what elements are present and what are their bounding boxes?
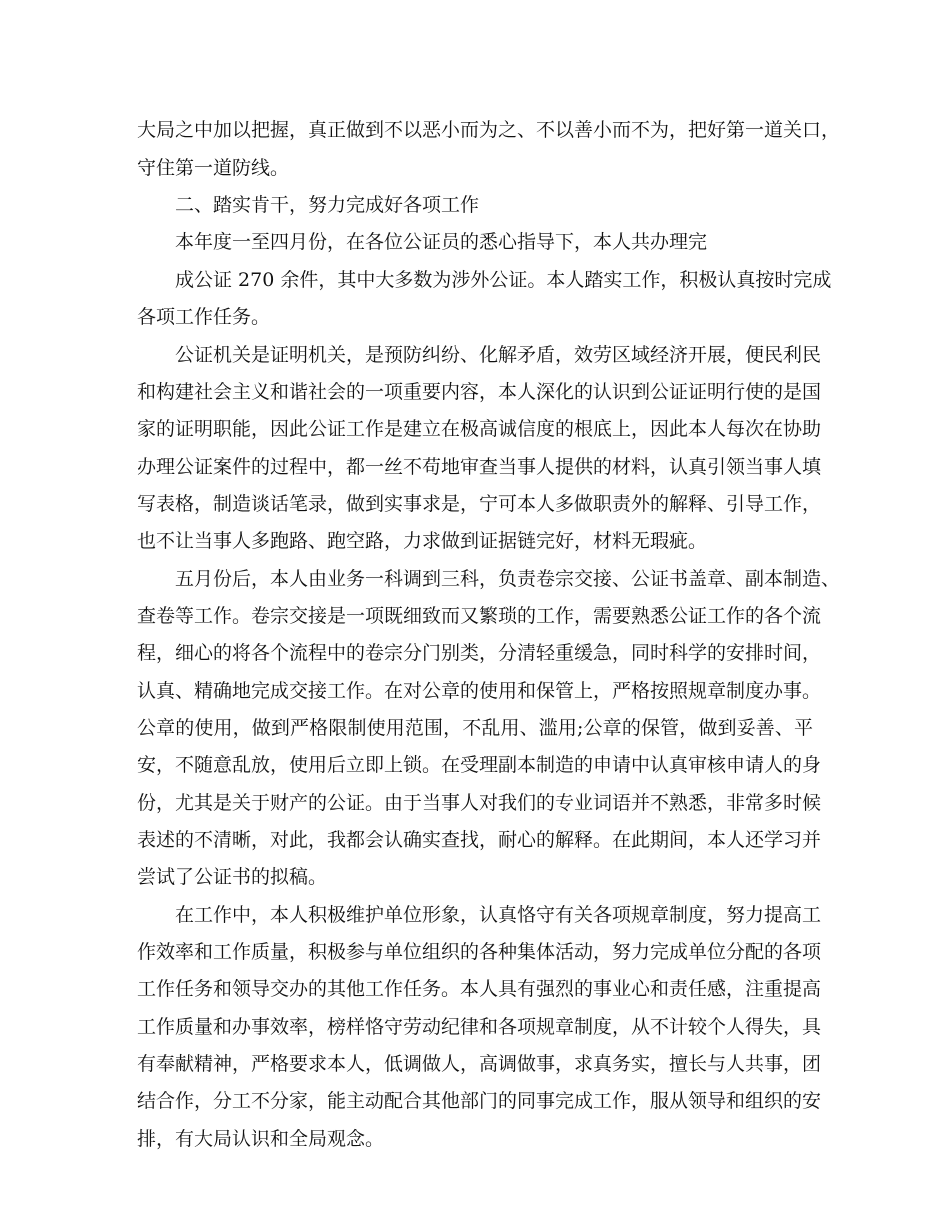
text-line: 工作质量和办事效率，榜样恪守劳动纪律和各项规章制度，从不计较个人得失，具	[137, 1016, 822, 1038]
text-line: 公证机关是证明机关，是预防纠纷、化解矛盾，效劳区域经济开展，便民利民	[175, 344, 822, 366]
text-line: 公章的使用，做到严格限制使用范围，不乱用、滥用;公章的保管，做到妥善、平	[137, 717, 813, 739]
text-line: 五月份后，本人由业务一科调到三科，负责卷宗交接、公证书盖章、副本制造、	[175, 568, 841, 590]
section-heading: 二、踏实肯干，努力完成好各项工作	[175, 194, 480, 216]
text-line: 也不让当事人多跑路、跑空路，力求做到证据链完好，材料无瑕疵。	[137, 530, 708, 552]
text-line: 工作任务和领导交办的其他工作任务。本人具有强烈的事业心和责任感，注重提高	[137, 978, 822, 1000]
text-line: 本年度一至四月份，在各位公证员的悉心指导下，本人共办理完	[175, 231, 708, 253]
text-line: 成公证 270 余件，其中大多数为涉外公证。本人踏实工作，积极认真按时完成	[175, 269, 832, 291]
text-line: 程，细心的将各个流程中的卷宗分门别类，分清轻重缓急，同时科学的安排时间，	[137, 642, 822, 664]
text-line: 办理公证案件的过程中，都一丝不苟地审查当事人提供的材料，认真引领当事人填	[137, 456, 822, 478]
text-line: 份，尤其是关于财产的公证。由于当事人对我们的专业词语并不熟悉，非常多时候	[137, 792, 822, 814]
text-line: 在工作中，本人积极维护单位形象，认真恪守有关各项规章制度，努力提高工	[175, 904, 822, 926]
text-line: 家的证明职能，因此公证工作是建立在极高诚信度的根底上，因此本人每次在协助	[137, 418, 822, 440]
text-line: 有奉献精神，严格要求本人，低调做人，高调做事，求真务实，擅长与人共事，团	[137, 1053, 822, 1075]
text-line: 写表格，制造谈话笔录，做到实事求是，宁可本人多做职责外的解释、引导工作，	[137, 493, 822, 515]
text-line: 作效率和工作质量，积极参与单位组织的各种集体活动，努力完成单位分配的各项	[137, 941, 822, 963]
text-line: 守住第一道防线。	[137, 157, 290, 179]
text-line: 查卷等工作。卷宗交接是一项既细致而又繁琐的工作，需要熟悉公证工作的各个流	[137, 605, 822, 627]
text-line: 尝试了公证书的拟稿。	[137, 866, 328, 888]
text-line: 结合作，分工不分家，能主动配合其他部门的同事完成工作，服从领导和组织的安	[137, 1090, 822, 1112]
text-line: 大局之中加以把握，真正做到不以恶小而为之、不以善小而不为，把好第一道关口，	[137, 119, 841, 141]
text-line: 排，有大局认识和全局观念。	[137, 1128, 385, 1150]
text-line: 表述的不清晰，对此，我都会认确实查找，耐心的解释。在此期间，本人还学习并	[137, 829, 822, 851]
text-line: 各项工作任务。	[137, 306, 271, 328]
text-line: 安，不随意乱放，使用后立即上锁。在受理副本制造的申请中认真审核申请人的身	[137, 754, 822, 776]
text-line: 认真、精确地完成交接工作。在对公章的使用和保管上，严格按照规章制度办事。	[137, 680, 822, 702]
text-line: 和构建社会主义和谐社会的一项重要内容，本人深化的认识到公证证明行使的是国	[137, 381, 822, 403]
